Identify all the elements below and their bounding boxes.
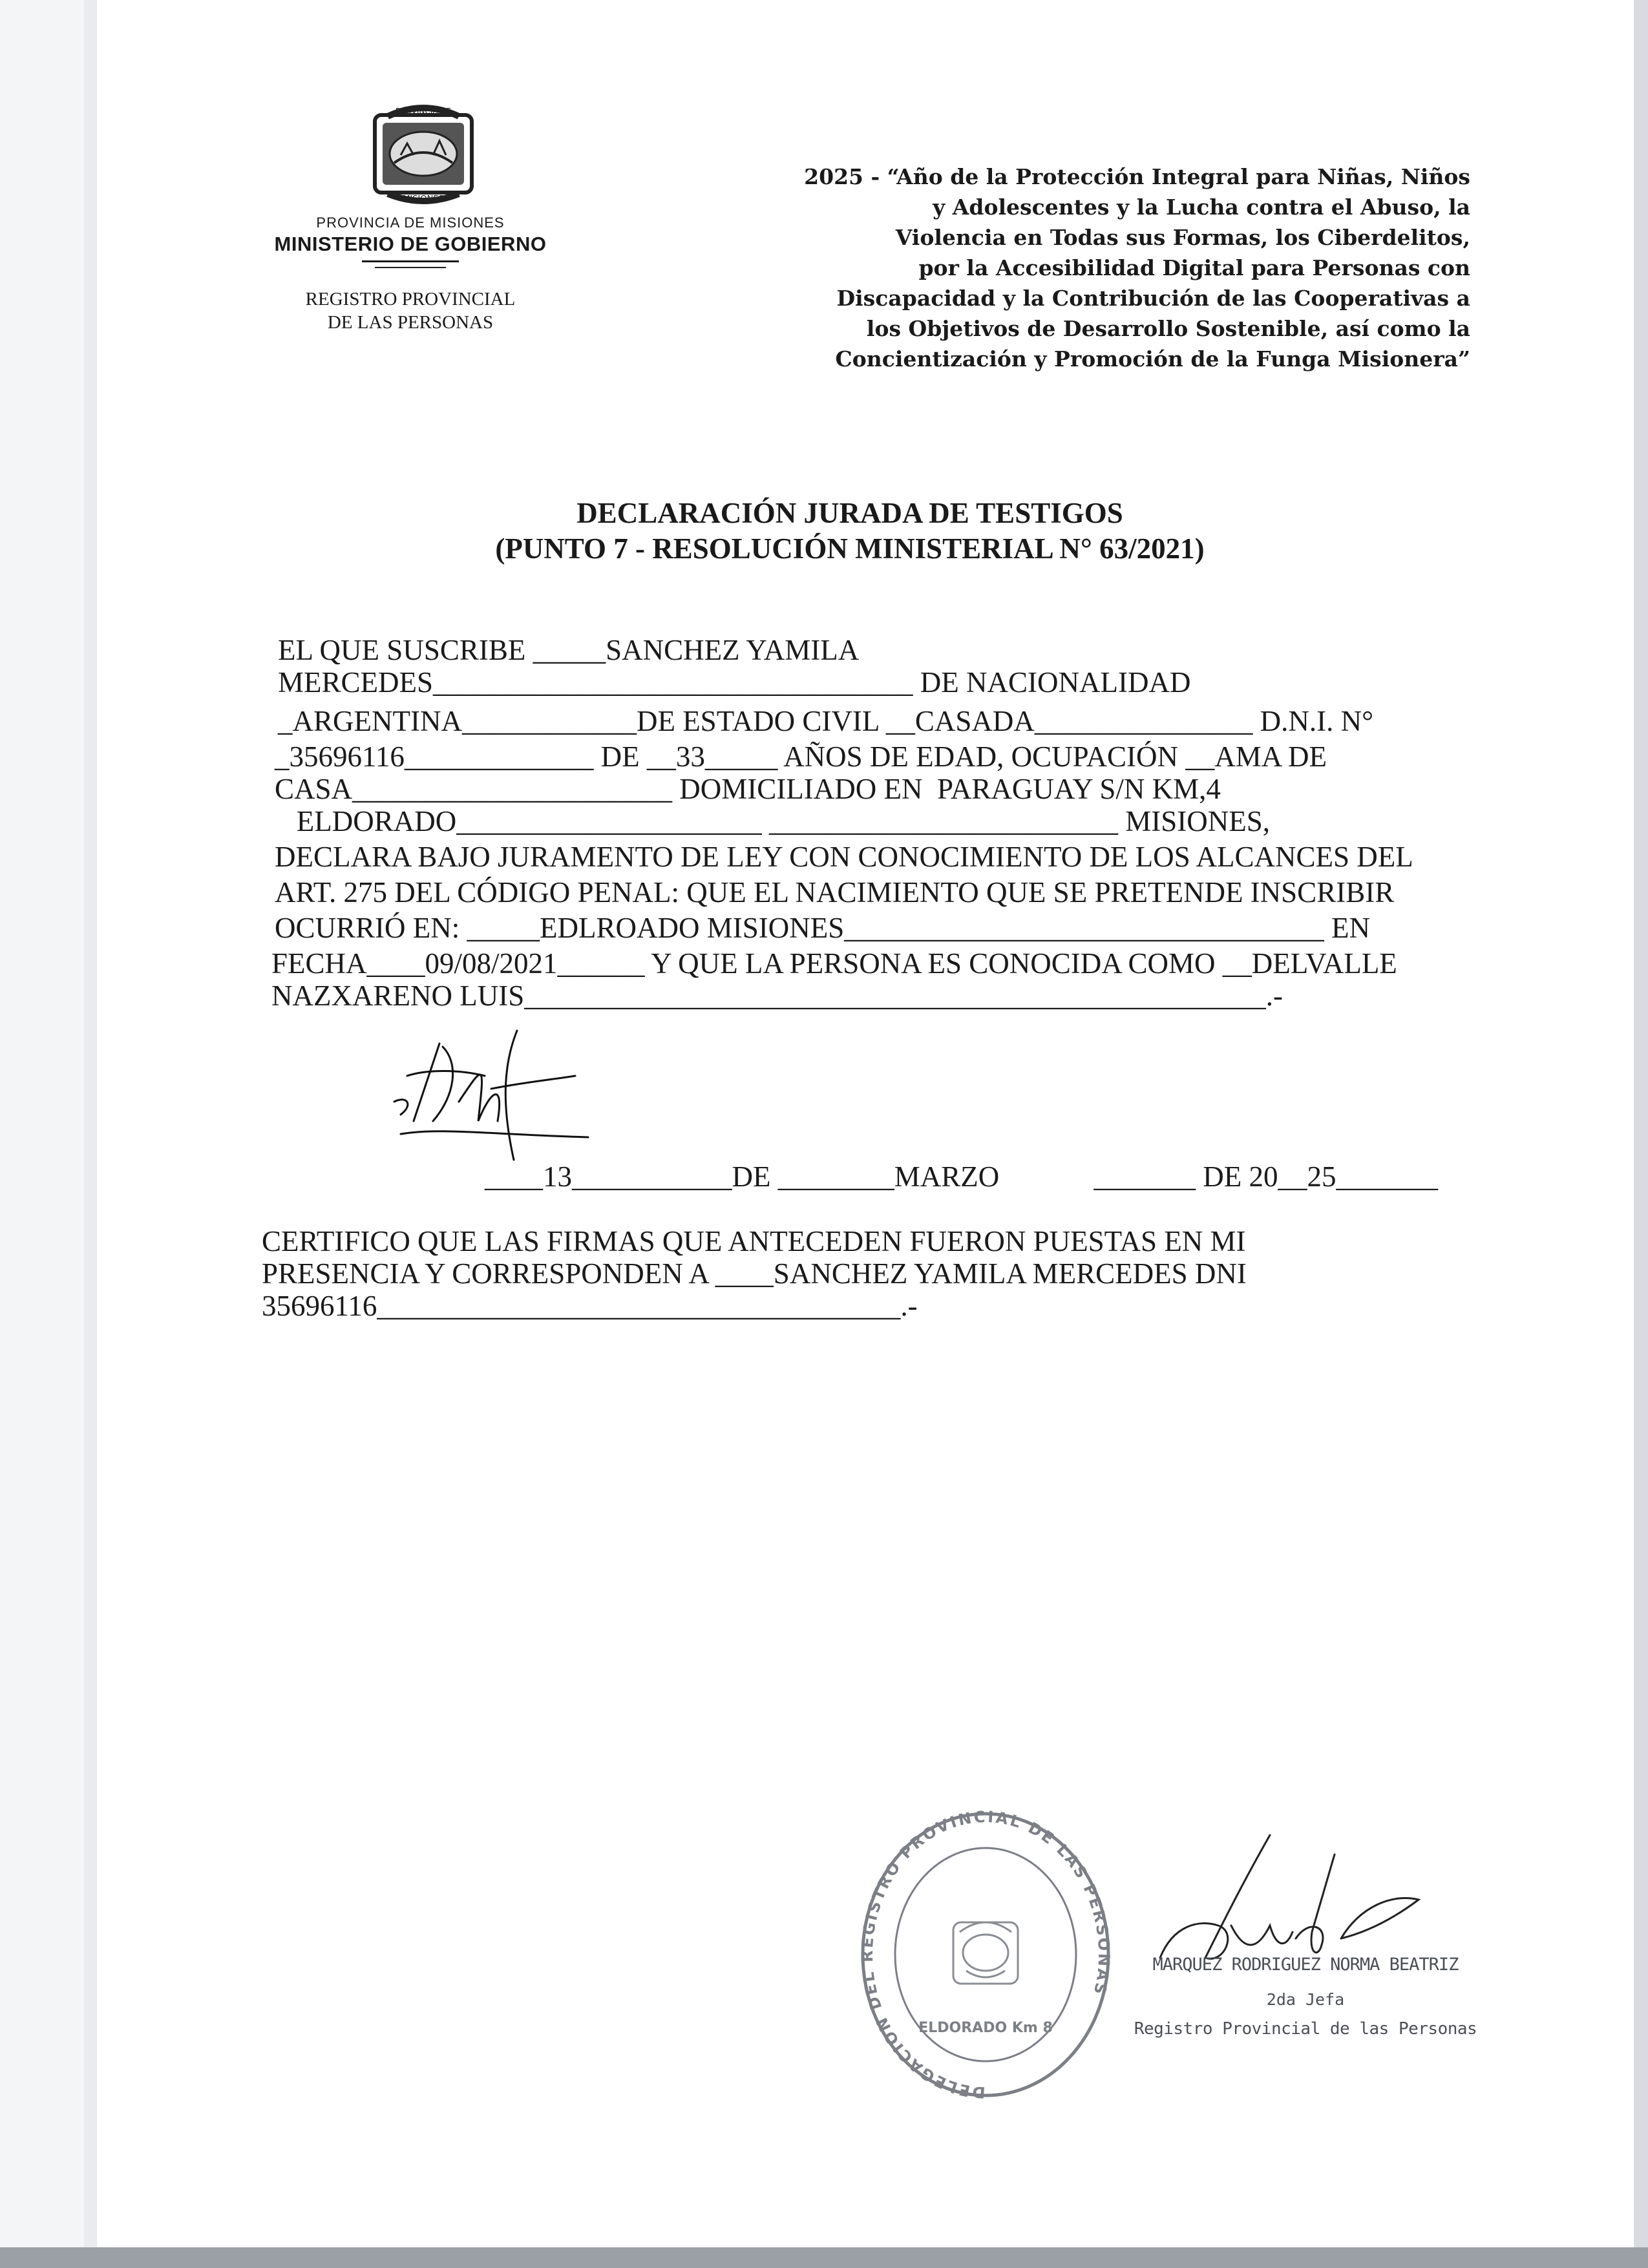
signature-date-line: ____13___________DE ________MARZO _______ DE 20__25_______	[485, 1160, 1438, 1193]
svg-text:DELEGACION DEL REGISTRO PROVIN	[858, 1809, 1113, 2100]
official-role: 2da Jefa	[1266, 1990, 1345, 2009]
motto-line: Concientización y Promoción de la Funga Misionera”	[835, 346, 1470, 372]
registry-line-2: DE LAS PERSONAS	[327, 312, 494, 333]
province-crest-icon	[368, 103, 478, 207]
crest-bottom-text: MISIONES	[403, 194, 444, 204]
document-title: DECLARACIÓN JURADA DE TESTIGOS	[576, 497, 1123, 529]
declaration-line: _ARGENTINA____________DE ESTADO CIVIL __CASADA_______________ D.N.I. N°	[278, 705, 1374, 737]
header-rule-short	[375, 267, 446, 268]
declaration-line: ART. 275 DEL CÓDIGO PENAL: QUE EL NACIMIENTO QUE SE PRETENDE INSCRIBIR	[275, 876, 1395, 908]
certification-line: CERTIFICO QUE LAS FIRMAS QUE ANTECEDEN FUERON PUESTAS EN MI	[262, 1225, 1246, 1257]
motto-line: Discapacidad y la Contribución de las Cooperativas a	[836, 286, 1470, 311]
official-name: MARQUEZ RODRIGUEZ NORMA BEATRIZ	[1152, 1955, 1459, 1975]
ministry-name: MINISTERIO DE GOBIERNO	[274, 233, 547, 255]
province-name: PROVINCIA DE MISIONES	[316, 215, 505, 231]
motto-line: 2025 - “Año de la Protección Integral para Niñas, Niños	[804, 164, 1470, 189]
declaration-line: OCURRIÓ EN: _____EDLROADO MISIONES_________________________________ EN	[275, 912, 1370, 944]
motto-line: por la Accesibilidad Digital para Personas con	[918, 255, 1470, 280]
witness-signature	[388, 1024, 595, 1166]
seal-place: ELDORADO Km 8	[918, 2020, 1053, 2036]
official-seal	[856, 1809, 1115, 2100]
declaration-line: NAZXARENO LUIS___________________________________________________.-	[271, 980, 1283, 1012]
certification-line: PRESENCIA Y CORRESPONDEN A ____SANCHEZ YAMILA MERCEDES DNI	[262, 1257, 1247, 1290]
crest-top-text: PROVINCIA DE	[395, 107, 452, 116]
scan-right-edge	[1634, 0, 1648, 2268]
motto-line: Violencia en Todas sus Formas, los Ciberdelitos,	[895, 225, 1470, 250]
declaration-line: ELDORADO_____________________ ________________________ MISIONES,	[275, 805, 1270, 837]
declaration-line: EL QUE SUSCRIBE _____SANCHEZ YAMILA	[278, 634, 860, 666]
motto-line: los Objetivos de Desarrollo Sostenible, así como la	[866, 316, 1470, 341]
scan-bottom-edge	[0, 2247, 1648, 2268]
declaration-line: _35696116_____________ DE __33_____ AÑOS DE EDAD, OCUPACIÓN __AMA DE	[275, 740, 1327, 773]
document-subtitle: (PUNTO 7 - RESOLUCIÓN MINISTERIAL N° 63/2021)	[495, 532, 1205, 565]
certification-line: 35696116____________________________________.-	[262, 1290, 918, 1322]
motto-line: y Adolescentes y la Lucha contra el Abuso, la	[933, 194, 1470, 220]
page-edge	[84, 0, 97, 2268]
seal-ring-text: DELEGACION DEL REGISTRO PROVINCIAL DE LAS PERSONAS	[858, 1809, 1114, 2100]
declaration-line: DECLARA BAJO JURAMENTO DE LEY CON CONOCIMIENTO DE LOS ALCANCES DEL	[275, 841, 1413, 873]
declaration-line: FECHA____09/08/2021______ Y QUE LA PERSONA ES CONOCIDA COMO __DELVALLE	[271, 947, 1397, 980]
registry-line-1: REGISTRO PROVINCIAL	[305, 289, 516, 310]
declaration-line: MERCEDES_________________________________ DE NACIONALIDAD	[278, 666, 1191, 698]
declaration-line: CASA______________________ DOMICILIADO EN PARAGUAY S/N KM,4	[275, 773, 1221, 805]
official-registry: Registro Provincial de las Personas	[1134, 2019, 1477, 2039]
seal-emblem-icon	[953, 1922, 1018, 1984]
header-rule	[362, 260, 459, 262]
year-motto	[708, 162, 1470, 374]
